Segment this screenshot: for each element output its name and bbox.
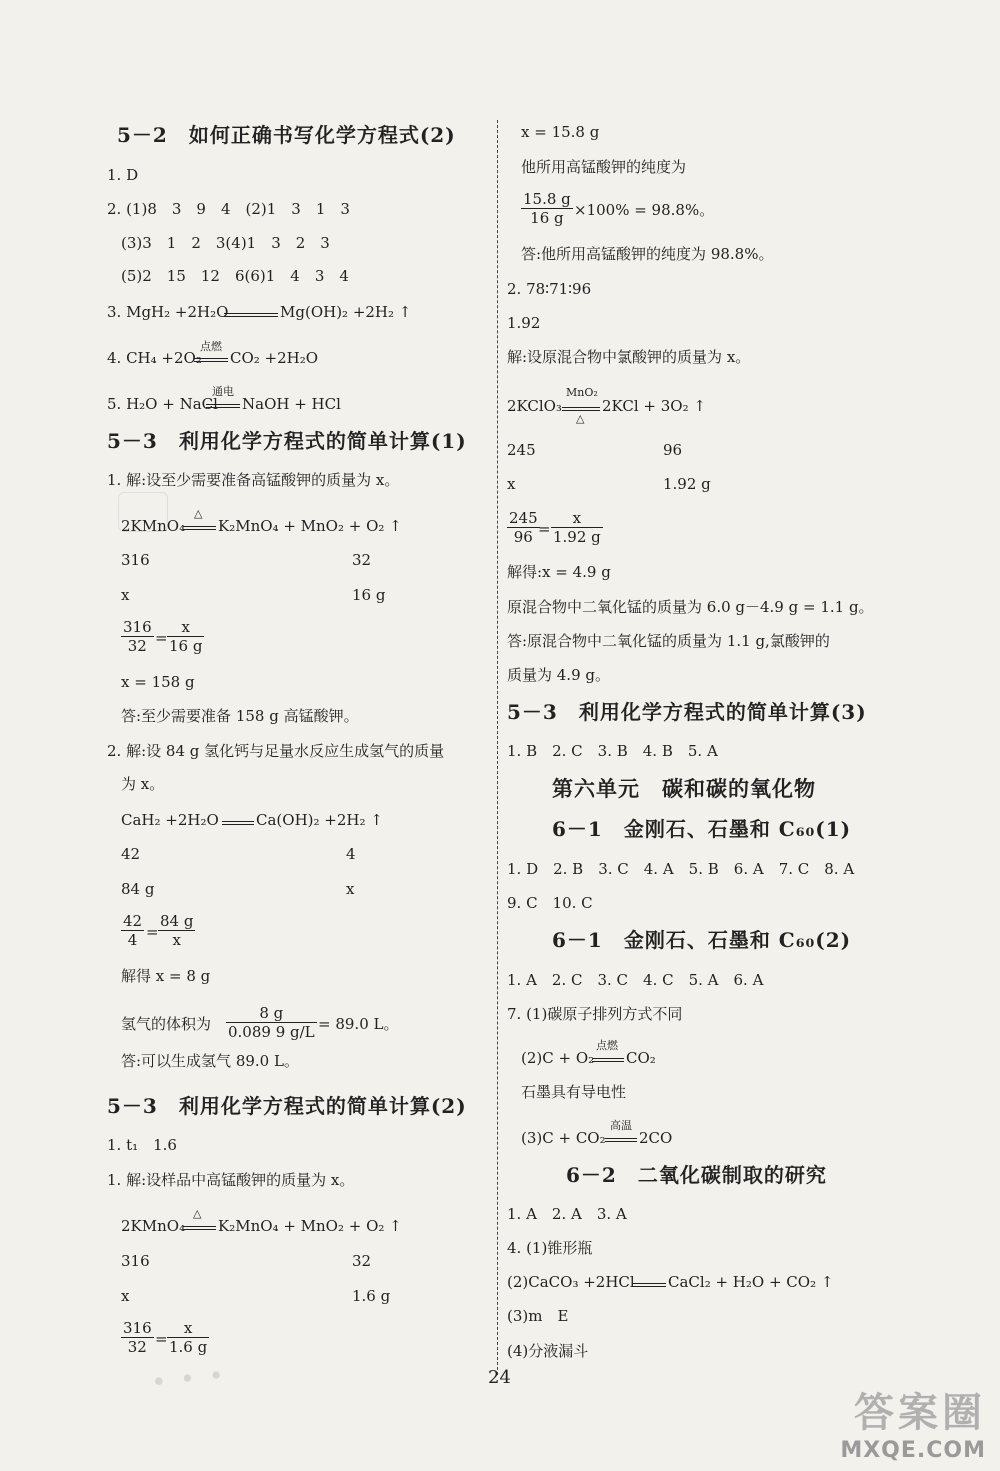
watermark (840, 1381, 986, 1463)
equation-left: 2KClO₃ (507, 397, 562, 415)
section-title-6-1-1: 6－1 金刚石、石墨和 C₆₀(1) (552, 817, 852, 841)
answer-line: 答:可以生成氢气 89.0 L。 (121, 1052, 299, 1070)
fraction: 84 g x (160, 912, 194, 949)
unit-title: 第六单元 碳和碳的氧化物 (552, 776, 816, 801)
fraction: x 16 g (169, 618, 203, 655)
ratio-value: 4 (346, 845, 356, 863)
section-title-6-1-2: 6－1 金刚石、石墨和 C₆₀(2) (552, 928, 852, 952)
equals-bar (222, 821, 254, 825)
answer-line: 答:至少需要准备 158 g 高锰酸钾。 (121, 707, 359, 725)
answer-line: 2. (1)8 3 9 4 (2)1 3 1 3 (107, 200, 350, 218)
ratio-value: x (346, 880, 355, 898)
equation-left: (3)C + CO₂ (521, 1129, 606, 1147)
ratio-value: 96 (663, 441, 683, 459)
answer-line: 7. (1)碳原子排列方式不同 (507, 1005, 683, 1023)
equals-bar (562, 407, 600, 411)
catalyst-label: MnO₂ (566, 386, 598, 399)
ratio-value: 1.6 g (352, 1287, 391, 1305)
equation-right: CO₂ +2H₂O (230, 349, 319, 367)
condition-label: 高温 (610, 1119, 632, 1132)
solution-line: 他所用高锰酸钾的纯度为 (521, 158, 687, 176)
equation-left: 2KMnO₄ (121, 1217, 186, 1235)
answer-line: 1. D (107, 166, 139, 184)
equation-left: (2)C + O₂ (521, 1049, 595, 1067)
section-title-5-2: 5－2 如何正确书写化学方程式(2) (117, 123, 456, 147)
equation-right: 2CO (639, 1129, 673, 1147)
ratio-value: x (121, 1287, 130, 1305)
fraction: 42 4 (123, 912, 143, 949)
equation-left: 2KMnO₄ (121, 517, 186, 535)
answer-line: 9. C 10. C (507, 894, 593, 912)
equation-left: 3. MgH₂ +2H₂O (107, 303, 229, 321)
ratio-value: 32 (352, 551, 372, 569)
ratio-value: 16 g (352, 586, 386, 604)
ratio-value: 1.92 g (663, 475, 711, 493)
section-title-5-3-2: 5－3 利用化学方程式的简单计算(2) (107, 1094, 467, 1118)
ratio-value: 84 g (121, 880, 155, 898)
equals-sign: = (538, 520, 551, 538)
ratio-value: x (121, 586, 130, 604)
answer-line: 1. A 2. C 3. C 4. C 5. A 6. A (507, 971, 764, 989)
equation-right: NaOH + HCl (242, 395, 341, 413)
ratio-value: 316 (121, 551, 150, 569)
ratio-value: 316 (121, 1252, 150, 1270)
watermark-url: MXQE.COM (840, 1438, 986, 1463)
equation-right: 2KCl + 3O₂ ↑ (602, 397, 706, 415)
condition-label: △ (576, 412, 585, 425)
ratio-value: 42 (121, 845, 141, 863)
equation-left: 5. H₂O + NaCl (107, 395, 218, 413)
answer-line: 1. B 2. C 3. B 4. B 5. A (507, 742, 718, 760)
equals-bar (592, 1058, 624, 1062)
condition-label: 通电 (212, 385, 234, 398)
answer-line: 1.92 (507, 314, 541, 332)
answer-line: 质量为 4.9 g。 (507, 666, 610, 684)
equals-sign: = (146, 923, 159, 941)
ratio-value: 245 (507, 441, 536, 459)
equals-bar (605, 1138, 637, 1142)
answer-line: (3)3 1 2 3(4)1 3 2 3 (121, 234, 330, 252)
ratio-value: x (507, 475, 516, 493)
equals-bar (224, 313, 278, 317)
solution-line: 1. 解:设至少需要准备高锰酸钾的质量为 x。 (107, 471, 400, 489)
equals-bar (183, 1226, 216, 1230)
fraction: 15.8 g 16 g (523, 190, 571, 227)
answer-line: 1. D 2. B 3. C 4. A 5. B 6. A 7. C 8. A (507, 860, 855, 878)
equals-bar (206, 404, 240, 408)
answer-line: 4. (1)锥形瓶 (507, 1239, 593, 1257)
result-line: 解得 x = 8 g (121, 967, 211, 985)
answer-line: 1. A 2. A 3. A (507, 1205, 627, 1223)
equals-bar (632, 1283, 666, 1287)
condition-label: △ (193, 1207, 202, 1220)
result-line: x = 15.8 g (521, 123, 600, 141)
answer-line: (5)2 15 12 6(6)1 4 3 4 (121, 267, 349, 285)
answer-line: 2. 78∶71∶96 (507, 280, 592, 298)
answer-line: 答:他所用高锰酸钾的纯度为 98.8%。 (521, 245, 774, 263)
answer-line: 答:原混合物中二氧化锰的质量为 1.1 g,氯酸钾的 (507, 632, 830, 650)
fraction: 245 96 (509, 509, 538, 546)
condition-label: 点燃 (200, 340, 222, 353)
equals-bar (194, 358, 228, 362)
answer-line: 1. t₁ 1.6 (107, 1136, 177, 1154)
solution-line: 1. 解:设样品中高锰酸钾的质量为 x。 (107, 1171, 355, 1189)
volume-label: 氢气的体积为 (121, 1015, 212, 1033)
answer-line: 石墨具有导电性 (521, 1083, 627, 1101)
section-title-6-2: 6－2 二氧化碳制取的研究 (566, 1163, 827, 1187)
equals-sign: = (155, 629, 168, 647)
column-divider (497, 120, 498, 1375)
condition-label: △ (194, 507, 203, 520)
section-title-5-3-1: 5－3 利用化学方程式的简单计算(1) (107, 429, 467, 453)
equals-sign: = (155, 1330, 168, 1348)
watermark-logo: 答案圈 (854, 1390, 986, 1436)
equation-left: 4. CH₄ +2O₂ (107, 349, 202, 367)
page-number: 24 (488, 1367, 511, 1388)
fraction: 8 g 0.089 9 g/L (228, 1004, 315, 1041)
condition-label: 点燃 (596, 1039, 618, 1052)
solution-line: 解:设原混合物中氯酸钾的质量为 x。 (507, 348, 751, 366)
answer-line: (3)m E (507, 1307, 569, 1325)
section-title-5-3-3: 5－3 利用化学方程式的简单计算(3) (507, 700, 867, 724)
fraction: x 1.6 g (169, 1319, 208, 1356)
fraction: x 1.92 g (553, 509, 601, 546)
fraction: 316 32 (123, 618, 152, 655)
faded-stamp-text: ･ ･ ･ (148, 1356, 227, 1404)
purity-result: ×100% = 98.8%。 (574, 201, 715, 219)
volume-result: = 89.0 L。 (318, 1015, 399, 1033)
equation-right: CO₂ (626, 1049, 656, 1067)
equation-right: Ca(OH)₂ +2H₂ ↑ (256, 811, 383, 829)
solution-line: 原混合物中二氧化锰的质量为 6.0 g－4.9 g = 1.1 g。 (507, 598, 874, 616)
equation-right: K₂MnO₄ + MnO₂ + O₂ ↑ (218, 517, 402, 535)
equation-right: K₂MnO₄ + MnO₂ + O₂ ↑ (218, 1217, 402, 1235)
ratio-value: 32 (352, 1252, 372, 1270)
equation-left: CaH₂ +2H₂O (121, 811, 219, 829)
solution-line: 为 x。 (121, 775, 165, 793)
equation-right: Mg(OH)₂ +2H₂ ↑ (280, 303, 412, 321)
result-line: 解得:x = 4.9 g (507, 563, 611, 581)
result-line: x = 158 g (121, 673, 195, 691)
equals-bar (183, 526, 216, 530)
solution-line: 2. 解:设 84 g 氢化钙与足量水反应生成氢气的质量 (107, 742, 445, 760)
equation-left: (2)CaCO₃ +2HCl (507, 1273, 635, 1291)
answer-line: (4)分液漏斗 (507, 1342, 589, 1360)
fraction: 316 32 (123, 1319, 152, 1356)
equation-right: CaCl₂ + H₂O + CO₂ ↑ (668, 1273, 834, 1291)
